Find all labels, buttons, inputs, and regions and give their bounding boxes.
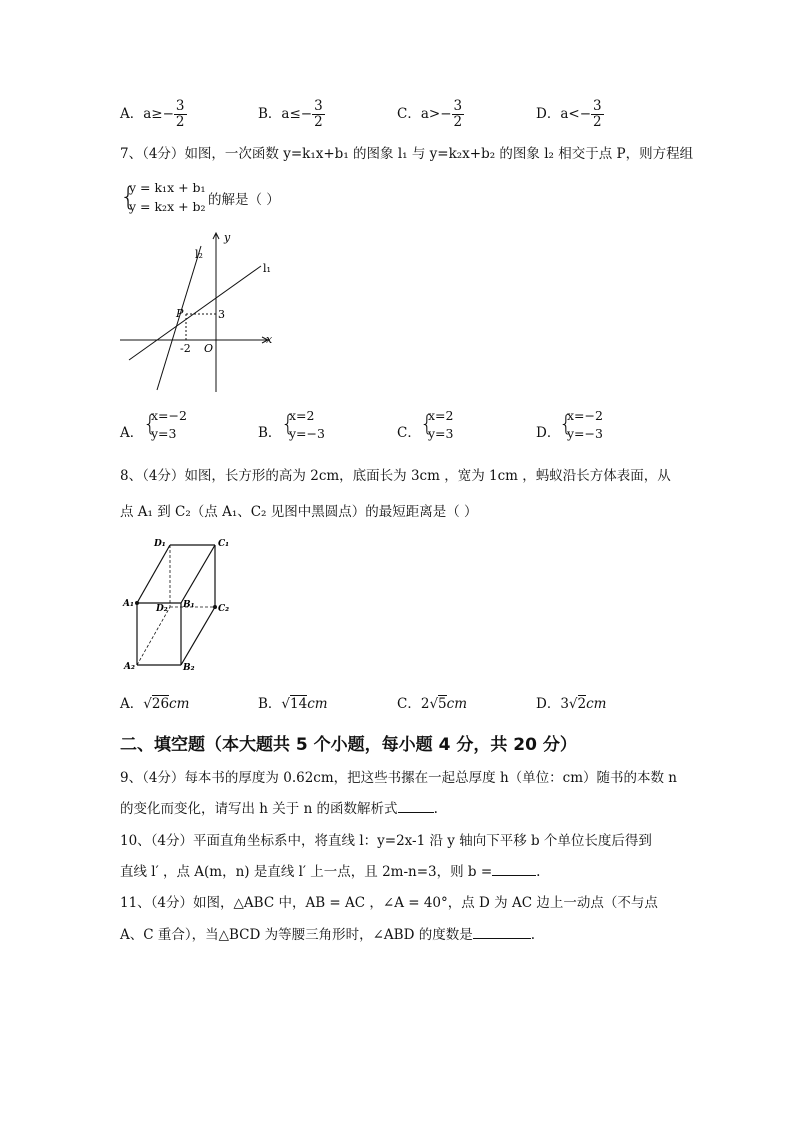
option-label: B． bbox=[258, 425, 282, 441]
q9-line1 bbox=[120, 769, 677, 787]
denominator: 2 bbox=[175, 114, 185, 130]
label-c2: C₂ bbox=[218, 604, 230, 614]
unit: cm bbox=[446, 696, 468, 712]
l2-label: l₂ bbox=[195, 248, 203, 261]
label-d2: D₂ bbox=[156, 604, 168, 614]
system-line-2: y = k₂x + b₂ bbox=[129, 199, 206, 214]
sqrt-sign: √ bbox=[429, 696, 439, 712]
system-bottom: y=−3 bbox=[289, 426, 325, 441]
denominator: 2 bbox=[314, 114, 323, 130]
q6-option-a[interactable] bbox=[120, 99, 187, 130]
question-text: 平面直角坐标系中，将直线 l：y=2x-1 沿 y 轴向下平移 b 个单位长度后得到 bbox=[193, 833, 652, 849]
system-top: x=−2 bbox=[567, 408, 603, 423]
denominator: 2 bbox=[453, 114, 463, 130]
l1-label: l₁ bbox=[263, 262, 271, 275]
question-score: （4分） bbox=[150, 895, 194, 911]
question-text: 如图，长方形的高为 2cm，底面长为 3cm ，宽为 1cm ，蚂蚁沿长方体表面，从 bbox=[184, 468, 671, 484]
q7-stem-end: 的解是（ ） bbox=[208, 192, 280, 208]
question-score: （4分） bbox=[142, 770, 185, 786]
fraction bbox=[452, 99, 465, 130]
option-expr: a≥− bbox=[143, 106, 174, 122]
option-label: A． bbox=[120, 106, 144, 122]
x-axis-label: x bbox=[266, 333, 273, 346]
label-a1: A₁ bbox=[123, 599, 134, 609]
option-label: C． bbox=[397, 696, 421, 712]
system-line-1: y = k₁x + b₁ bbox=[129, 180, 206, 195]
point-p-label: P bbox=[176, 307, 184, 320]
option-brace: { bbox=[559, 412, 573, 437]
answer-blank[interactable] bbox=[398, 812, 434, 813]
numerator: 3 bbox=[593, 98, 602, 114]
fraction bbox=[174, 99, 187, 130]
q8-option-b[interactable] bbox=[258, 692, 328, 712]
question-text: 直线 l′ ，点 A(m，n) 是直线 l′ 上一点，且 2m-n=3，则 b = bbox=[120, 864, 493, 880]
sqrt-sign: √ bbox=[568, 696, 578, 712]
option-label: C． bbox=[397, 425, 421, 441]
period: . bbox=[536, 864, 541, 880]
unit: cm bbox=[586, 696, 607, 712]
question-number: 7、 bbox=[120, 146, 143, 162]
label-c1: C₁ bbox=[218, 539, 230, 549]
q7-option-a-system bbox=[151, 408, 187, 442]
option-label: D． bbox=[536, 425, 561, 441]
q8-option-a[interactable] bbox=[120, 692, 189, 712]
line-l1 bbox=[129, 266, 261, 360]
label-a2: A₂ bbox=[124, 662, 135, 672]
label-b1: B₁ bbox=[183, 600, 195, 610]
option-label: D． bbox=[536, 696, 561, 712]
radicand: 26 bbox=[151, 696, 170, 712]
q6-option-d[interactable] bbox=[536, 99, 604, 130]
period: . bbox=[530, 927, 536, 943]
option-label: A． bbox=[120, 696, 144, 712]
question-number: 9、 bbox=[120, 770, 143, 786]
option-label: C． bbox=[397, 106, 421, 122]
option-label: A． bbox=[120, 425, 144, 441]
fraction bbox=[591, 99, 604, 130]
q7-option-c[interactable] bbox=[397, 421, 421, 441]
point-c2 bbox=[213, 605, 217, 609]
q8-option-d[interactable] bbox=[536, 692, 607, 712]
option-label: B． bbox=[258, 696, 282, 712]
q7-system bbox=[129, 180, 206, 215]
tick-x-label: -2 bbox=[180, 342, 191, 355]
question-text: A、C 重合），当△BCD 为等腰三角形时，∠ABD 的度数是 bbox=[120, 927, 473, 943]
label-b2: B₂ bbox=[183, 663, 195, 673]
radicand: 5 bbox=[438, 696, 447, 712]
point-a1 bbox=[135, 601, 139, 605]
question-number: 11、 bbox=[120, 895, 151, 911]
y-axis-label: y bbox=[224, 231, 231, 244]
option-label: D． bbox=[536, 106, 561, 122]
option-label: B． bbox=[258, 106, 282, 122]
system-top: x=−2 bbox=[151, 408, 187, 423]
answer-blank[interactable] bbox=[473, 938, 531, 939]
system-bottom: y=−3 bbox=[567, 426, 603, 441]
label-d1: D₁ bbox=[154, 539, 166, 549]
system-bottom: y=3 bbox=[151, 426, 177, 441]
q10-line2 bbox=[120, 863, 540, 881]
q8-option-c[interactable] bbox=[397, 692, 467, 712]
option-expr: a<− bbox=[560, 106, 591, 122]
q8-stem-line1 bbox=[120, 467, 671, 485]
option-brace: { bbox=[143, 412, 157, 437]
q7-option-d-system bbox=[567, 408, 603, 442]
radicand: 14 bbox=[290, 696, 308, 712]
question-text: 每本书的厚度为 0.62cm，把这些书摞在一起总厚度 h（单位：cm）随书的本数 n bbox=[184, 770, 677, 786]
option-brace: { bbox=[281, 412, 295, 437]
question-number: 10、 bbox=[120, 833, 151, 849]
question-text: 如图，一次函数 y=k₁x+b₁ 的图象 l₁ 与 y=k₂x+b₂ 的图象 l₂ 相交于点 P，则方程组 bbox=[184, 146, 694, 162]
question-score: （4分） bbox=[150, 833, 194, 849]
q8-cuboid-figure bbox=[118, 532, 238, 674]
numerator: 3 bbox=[314, 98, 323, 114]
question-score: （4分） bbox=[142, 146, 185, 162]
q10-line1 bbox=[120, 832, 652, 850]
coefficient: 3 bbox=[560, 696, 569, 712]
q11-line2 bbox=[120, 926, 535, 944]
denominator: 2 bbox=[593, 114, 602, 130]
tick-y-label: 3 bbox=[218, 308, 225, 321]
unit: cm bbox=[307, 696, 328, 712]
q6-option-c[interactable] bbox=[397, 99, 464, 130]
q8-stem-line2: 点 A₁ 到 C₂（点 A₁、C₂ 见图中黑圆点）的最短距离是（ ） bbox=[120, 504, 478, 520]
fraction bbox=[312, 99, 325, 130]
q7-option-a[interactable] bbox=[120, 421, 143, 441]
option-expr: a≤− bbox=[281, 106, 313, 122]
origin-label: O bbox=[204, 342, 214, 355]
radicand: 2 bbox=[577, 696, 587, 712]
q7-graph bbox=[115, 228, 285, 398]
question-text: 的变化而变化，请写出 h 关于 n 的函数解析式 bbox=[120, 801, 398, 817]
numerator: 3 bbox=[453, 98, 463, 114]
system-top: x=2 bbox=[428, 408, 454, 423]
q7-option-b-system bbox=[289, 408, 325, 442]
q7-option-d[interactable] bbox=[536, 421, 560, 441]
question-number: 8、 bbox=[120, 468, 143, 484]
period: . bbox=[433, 801, 438, 817]
system-brace: { bbox=[120, 182, 137, 212]
q9-line2 bbox=[120, 800, 438, 818]
q11-line1 bbox=[120, 894, 658, 912]
coefficient: 2 bbox=[420, 696, 430, 712]
system-top: x=2 bbox=[289, 408, 315, 423]
q7-option-b[interactable] bbox=[258, 421, 281, 441]
unit: cm bbox=[169, 696, 190, 712]
question-text: 如图，△ABC 中，AB = AC ，∠A = 40°，点 D 为 AC 边上一动点（不与点 bbox=[193, 895, 658, 911]
sqrt-sign: √ bbox=[143, 696, 152, 712]
numerator: 3 bbox=[175, 98, 185, 114]
option-brace: { bbox=[420, 412, 434, 437]
system-bottom: y=3 bbox=[428, 426, 454, 441]
q7-stem bbox=[120, 145, 693, 163]
option-expr: a>− bbox=[420, 106, 452, 122]
q6-option-b[interactable] bbox=[258, 99, 325, 130]
sqrt-sign: √ bbox=[281, 696, 291, 712]
section-title: 二、填空题（本大题共 5 个小题，每小题 4 分，共 20 分） bbox=[120, 735, 577, 755]
q7-option-c-system bbox=[428, 408, 454, 442]
answer-blank[interactable] bbox=[492, 875, 536, 876]
question-score: （4分） bbox=[142, 468, 185, 484]
